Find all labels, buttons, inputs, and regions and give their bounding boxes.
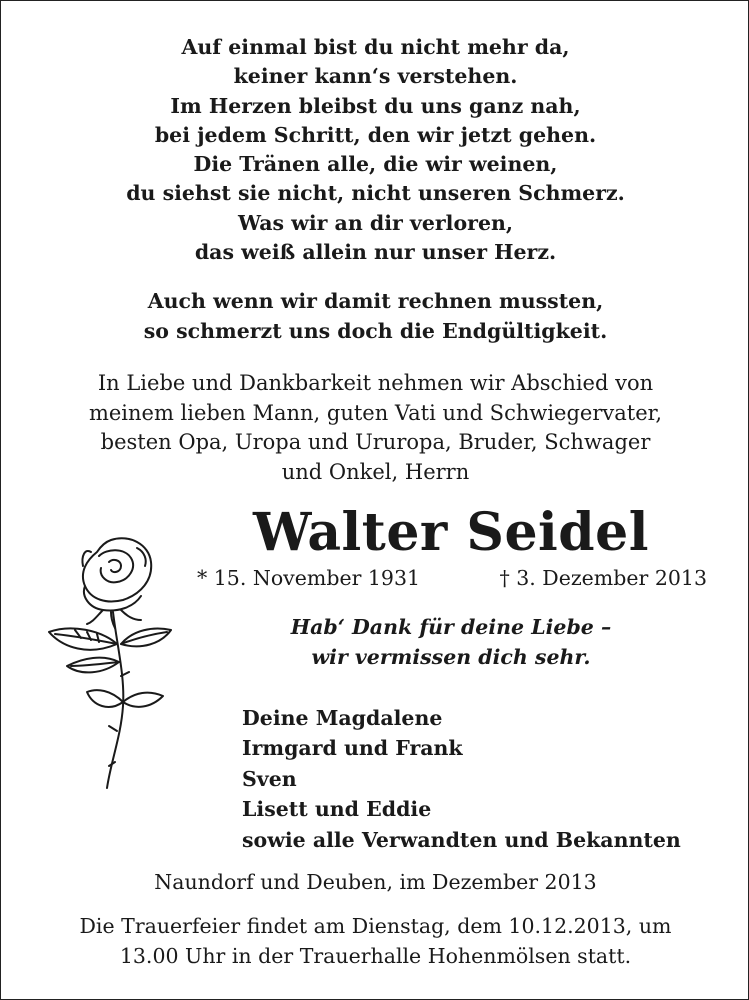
poem-line: Im Herzen bleibst du uns ganz nah, bbox=[170, 93, 581, 118]
mourner: sowie alle Verwandten und Bekannten bbox=[242, 827, 681, 852]
intro-line: In Liebe und Dankbarkeit nehmen wir Abschied von bbox=[97, 371, 654, 395]
poem-closing-line: Auch wenn wir damit rechnen mussten, bbox=[147, 289, 604, 313]
poem-closing-line: so schmerzt uns doch die Endgültigkeit. bbox=[143, 318, 608, 343]
life-dates bbox=[197, 563, 707, 593]
funeral-ceremony-info bbox=[1, 912, 749, 971]
mourner: Deine Magdalene bbox=[242, 706, 443, 730]
poem-closing bbox=[1, 287, 749, 346]
farewell-intro bbox=[1, 369, 749, 487]
poem-line: das weiß allein nur unser Herz. bbox=[194, 240, 557, 265]
mourner: Lisett und Eddie bbox=[242, 797, 432, 822]
mourner: Irmgard und Frank bbox=[242, 736, 463, 761]
place-and-date: Naundorf und Deuben, im Dezember 2013 bbox=[154, 870, 597, 894]
ceremony-line: 13.00 Uhr in der Trauerhalle Hohenmölsen statt. bbox=[119, 943, 632, 968]
poem-line: Auf einmal bist du nicht mehr da, bbox=[181, 35, 570, 59]
motto-line: Hab‘ Dank für deine Liebe – bbox=[290, 615, 612, 639]
intro-line: und Onkel, Herrn bbox=[281, 459, 470, 484]
death-date: † 3. Dezember 2013 bbox=[499, 566, 707, 590]
intro-line: meinem lieben Mann, guten Vati und Schwiegervater, bbox=[88, 400, 663, 425]
poem-line: bei jedem Schritt, den wir jetzt gehen. bbox=[154, 122, 597, 147]
intro-line: besten Opa, Uropa und Ururopa, Bruder, Schwager bbox=[100, 430, 651, 454]
poem-line: du siehst sie nicht, nicht unseren Schmerz. bbox=[126, 181, 625, 206]
poem-line: keiner kann‘s verstehen. bbox=[233, 64, 518, 89]
motto-line: wir vermissen dich sehr. bbox=[311, 644, 591, 669]
mourners-list bbox=[242, 703, 681, 855]
motto bbox=[231, 613, 671, 672]
poem-verse bbox=[1, 33, 749, 267]
poem-line: Was wir an dir verloren, bbox=[237, 210, 514, 235]
deceased-name: Walter Seidel bbox=[252, 502, 650, 563]
rose-icon bbox=[41, 526, 181, 801]
birth-date: * 15. November 1931 bbox=[197, 566, 421, 590]
mourner: Sven bbox=[242, 766, 297, 791]
poem-line: Die Tränen alle, die wir weinen, bbox=[193, 152, 558, 177]
ceremony-line: Die Trauerfeier findet am Dienstag, dem 10.12.2013, um bbox=[79, 914, 672, 938]
